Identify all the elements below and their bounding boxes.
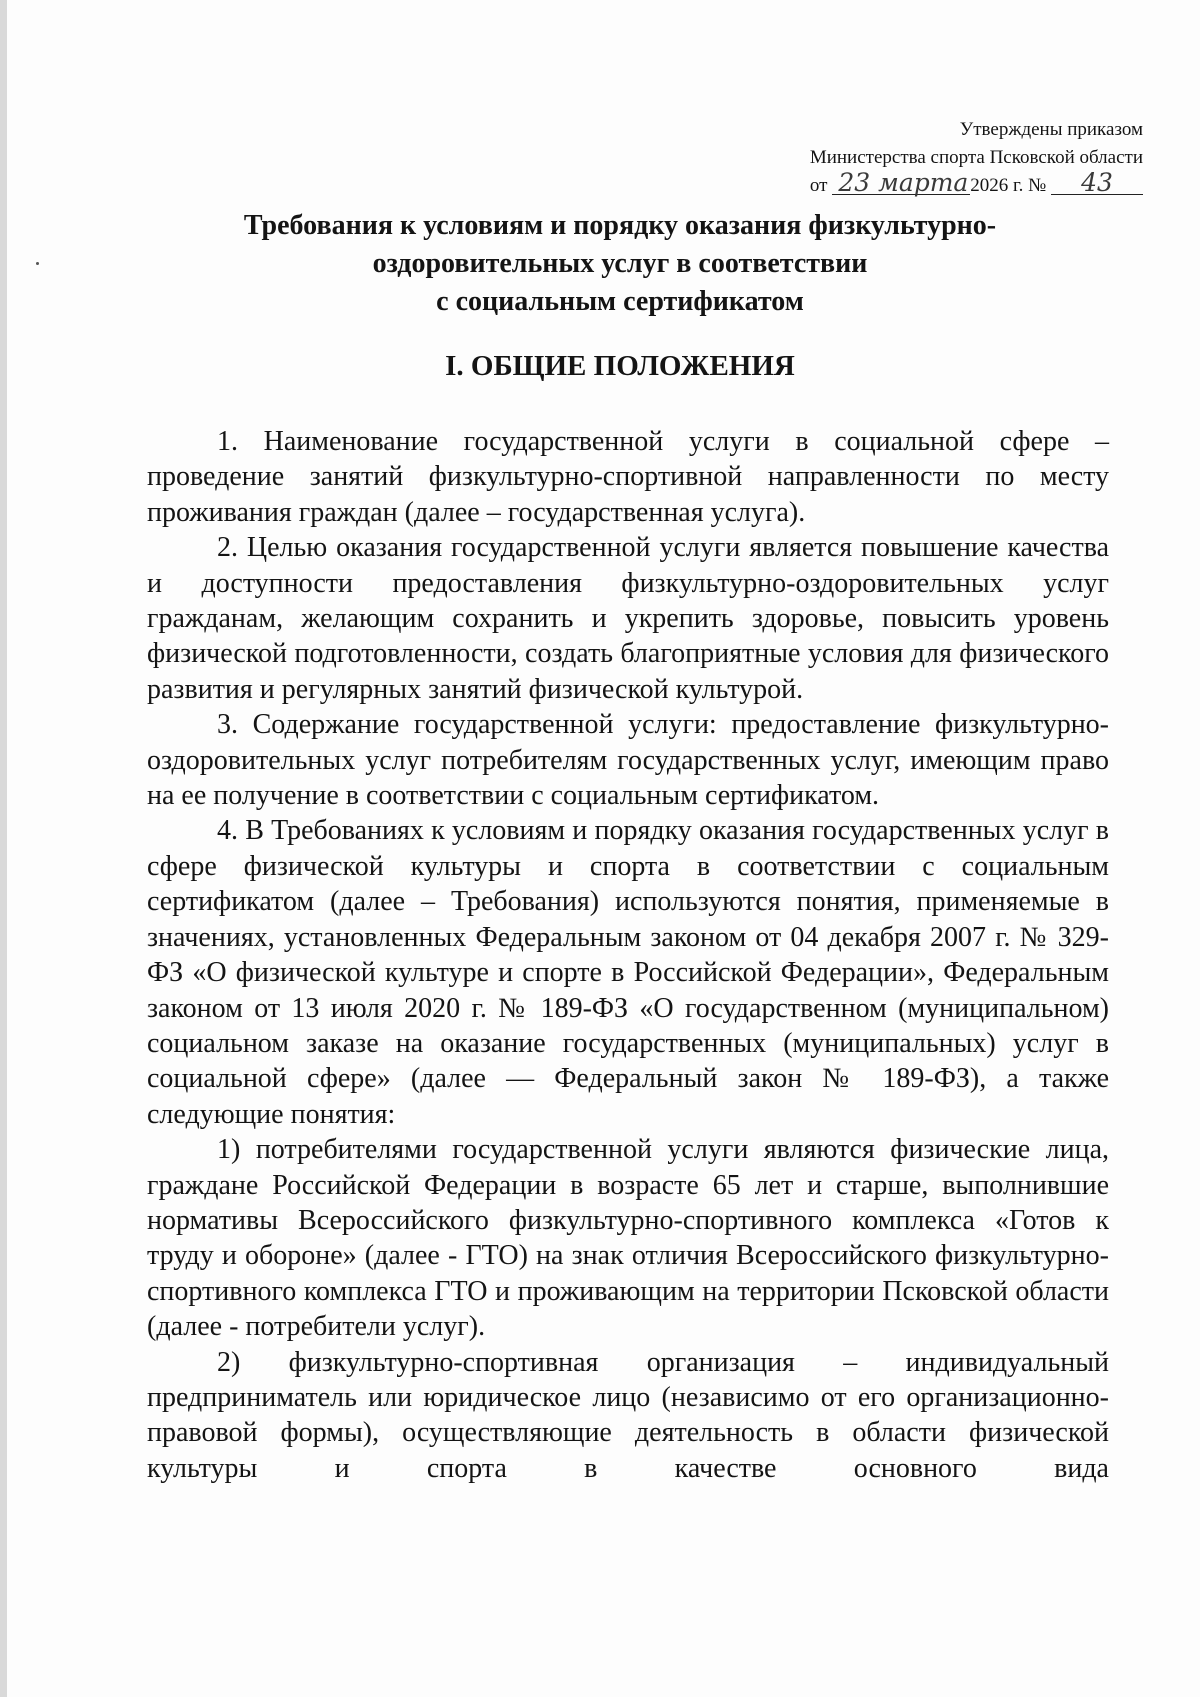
paragraph-2: 2. Целью оказания государственной услуги является повышение качества и доступности предоставления физкультурно-оздоровительных услуг гражданам, желающим сохранить и укрепить здоровье, повысить уровень физической подготовленности, создать благоприятные условия для физического развития и регулярных занятий физической культурой. — [147, 532, 1109, 705]
title-line-1: Требования к условиям и порядку оказания физкультурно- — [243, 210, 997, 241]
document-body — [147, 424, 1109, 1486]
paragraph-4-item-2: 2) физкультурно-спортивная организация – индивидуальный предприниматель или юридическое лицо (независимо от его организационно-правовой формы), осуществляющие деятельность в области физической культуры и спорта в качестве основного вида — [147, 1346, 1109, 1484]
document-title — [140, 207, 1100, 321]
approval-stamp-block — [810, 116, 1143, 200]
handwritten-order-number: 43 — [1051, 172, 1143, 195]
paragraph-4-item-1: 1) потребителями государственной услуги являются физические лица, граждане Российской Федерации в возрасте 65 лет и старше, выполнившие нормативы Всероссийского физкультурно-спортивного комплекса «Готов к труду и обороне» (далее - ГТО) на знак отличия Всероссийского физкультурно-спортивного комплекса ГТО и проживающим на территории Псковской области (далее - потребители услуг). — [147, 1134, 1109, 1343]
approval-line-1: Утверждены приказом — [959, 119, 1143, 140]
approval-line-2: Министерства спорта Псковской области — [809, 147, 1143, 168]
approval-line-3 — [809, 168, 1143, 200]
title-line-3: с социальным сертификатом — [436, 286, 804, 317]
section-heading: I. ОБЩИЕ ПОЛОЖЕНИЯ — [445, 350, 795, 382]
handwritten-month: марта — [878, 168, 969, 197]
scan-edge — [0, 0, 7, 1697]
paragraph-4: 4. В Требованиях к условиям и порядку оказания государственных услуг в сфере физической культуры и спорта в соответствии с социальным сертификатом (далее – Требования) используются понятия, применяемые в значениях, установленных Федеральным законом от 04 декабря 2007 г. № 329-ФЗ «О физической культуре и спорте в Российской Федерации», Федеральным законом от 13 июля 2020 г. № 189-ФЗ «О государственном (муниципальном) социальном заказе на оказание государственных (муниципальных) услуг в социальной сфере» (далее — Федеральный закон № 189-ФЗ), а также следующие понятия: — [147, 815, 1109, 1130]
approval-prefix: от — [809, 175, 828, 196]
title-line-2: оздоровительных услуг в соответствии — [372, 248, 868, 279]
approval-year: 2026 г. № — [970, 175, 1047, 196]
handwritten-day: 23 — [832, 172, 876, 195]
paragraph-1: 1. Наименование государственной услуги в социальной сфере – проведение занятий физкультурно-спортивной направленности по месту проживания граждан (далее – государственная услуга). — [147, 426, 1109, 528]
paragraph-3: 3. Содержание государственной услуги: предоставление физкультурно-оздоровительных услуг потребителям государственных услуг, имеющим право на ее получение в соответствии с социальным сертификатом. — [147, 709, 1109, 812]
scan-speck — [36, 262, 39, 265]
